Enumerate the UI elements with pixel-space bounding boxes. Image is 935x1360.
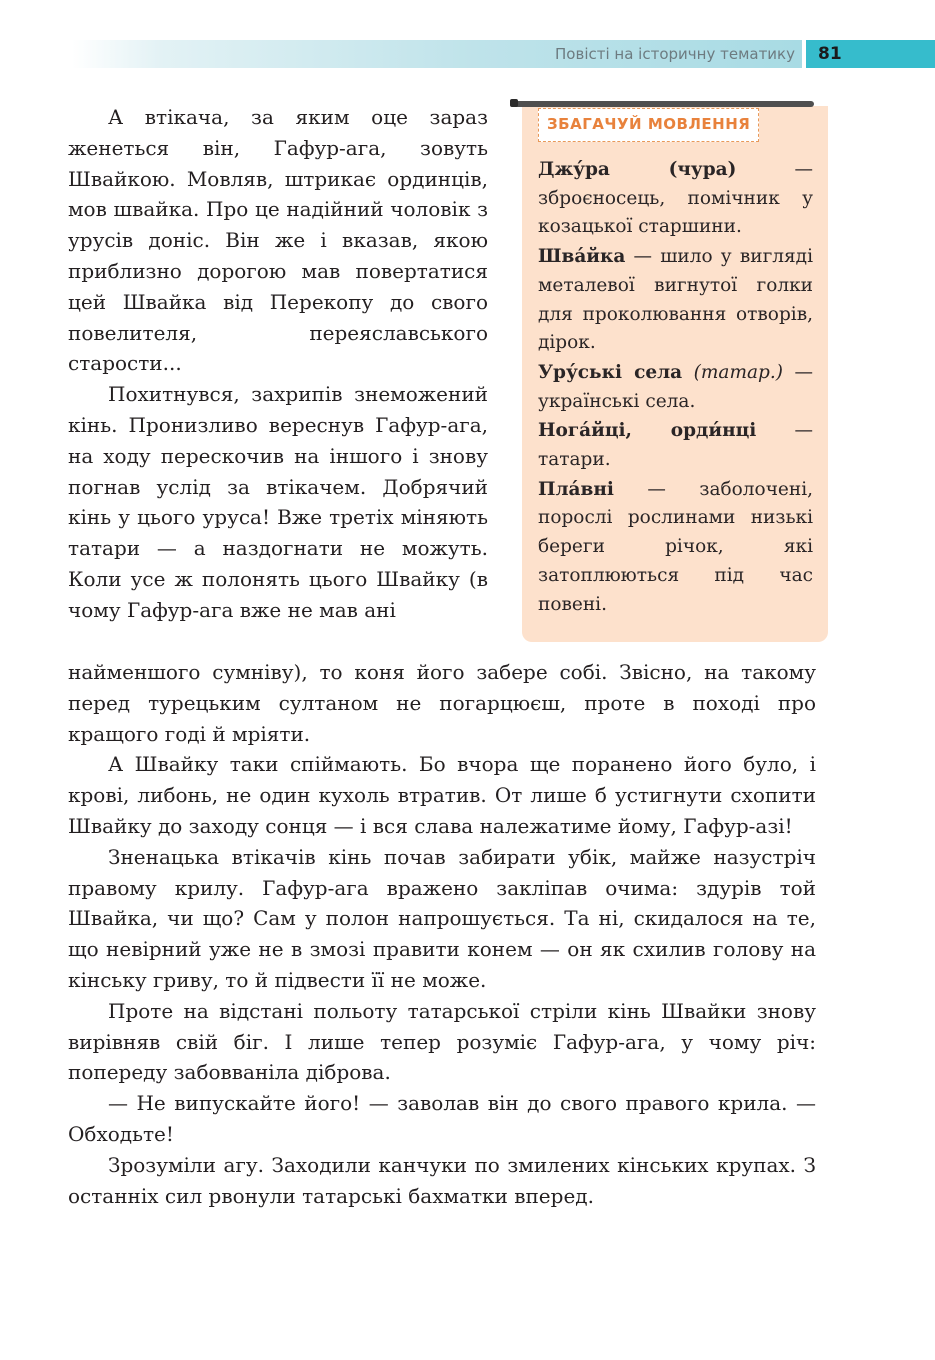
- paragraph: — Не випускайте його! — заволав він до свого правого крила. — Обходьте!: [68, 1091, 816, 1146]
- page-number: 81: [806, 40, 935, 68]
- glossary-separator: —: [756, 420, 813, 442]
- glossary-definition: зброєносець, помічник у козацької старшини.: [538, 187, 813, 238]
- glossary-term: Уру́ські села: [538, 361, 683, 383]
- paragraph-continuation: найменшого сумніву), то коня його забере собі. Звісно, на такому перед турецьким султаном не погарцюєш, проте в поході про кращого годі й мріяти.: [68, 660, 816, 746]
- glossary-entry: [538, 476, 813, 620]
- main-text-full-width: [68, 657, 816, 1211]
- glossary-separator: —: [782, 361, 814, 383]
- main-text-left-column: [68, 102, 488, 626]
- glossary-separator: —: [613, 478, 700, 500]
- glossary-note: (татар.): [682, 361, 783, 383]
- glossary-term: Шва́йка: [538, 246, 626, 268]
- glossary-definition: татари.: [538, 449, 611, 471]
- glossary-term: Пла́вні: [538, 478, 614, 500]
- glossary-definition: українські села.: [538, 390, 696, 412]
- paragraph: А втікача, за яким оце зараз женеться він, Гафур-ага, зовуть Швайкою. Мовляв, штрикає ординців, мов швайка. Про це надійний чоловік з урусів доніс. Він же і вказав, якою приблизно дорогою мав повертатися цей Швайка від Перекопу до свого повелителя, переяславського старости...: [68, 105, 488, 376]
- glossary-entry: [538, 156, 813, 242]
- glossary-term: Джу́ра (чура): [538, 159, 737, 180]
- glossary-term: Нога́йці, орди́нці: [538, 420, 757, 442]
- paragraph: Зненацька втікачів кінь почав забирати убік, майже назустріч правому крилу. Гафур-ага вражено закліпав очима: здурів той Швайка, чи що? Сам у полон напрошується. Та ні, скидалося на те, що невірний уже не в змозі правити конем — он як схилив голову на кінську гриву, то й підвести її не може.: [68, 844, 816, 992]
- glossary-entry: [538, 243, 813, 358]
- glossary-definition: заболочені, порослі рослинами низькі береги річок, які затоплюються під час повені.: [538, 478, 813, 615]
- glossary-definition: шило у вигляді металевої вигнутої голки для проколювання отворів, дірок.: [538, 246, 813, 354]
- running-header-title: Повісті на історичну тематику: [555, 45, 795, 63]
- glossary-separator: —: [625, 246, 661, 268]
- paragraph: Зрозуміли агу. Заходили канчуки по змилених кінських крупах. З останніх сил рвонули татарські бахматки вперед.: [68, 1152, 816, 1208]
- glossary-entry: [538, 359, 813, 416]
- glossary: [538, 156, 813, 620]
- paragraph: А Швайку таки спіймають. Бо вчора ще поранено його було, і крові, либонь, не один кухоль втратив. От лише б устигнути схопити Швайку до заходу сонця — і вся слава належатиме йому, Гафур-азі!: [68, 752, 816, 838]
- pin-bar-decoration: [512, 101, 814, 107]
- glossary-separator: —: [736, 159, 813, 180]
- paragraph: Проте на відстані польоту татарської стріли кінь Швайки знову вирівняв свій біг. І лише тепер розуміє Гафур-ага, у чому річ: попереду забовваніла діброва.: [68, 998, 816, 1085]
- sidebar-tag: ЗБАГАЧУЙ МОВЛЕННЯ: [538, 108, 759, 142]
- glossary-entry: [538, 417, 813, 474]
- paragraph: Похитнувся, захрипів знеможений кінь. Пронизливо вереснув Гафур-ага, на ходу перескочив на іншого і знову погнав услід за втікачем. Добрячий кінь у цього уруса! Вже третіх міняють татари — а наздогнати не можуть. Коли усе ж полонять цього Швайку (в чому Гафур-ага вже не мав ані: [68, 382, 488, 622]
